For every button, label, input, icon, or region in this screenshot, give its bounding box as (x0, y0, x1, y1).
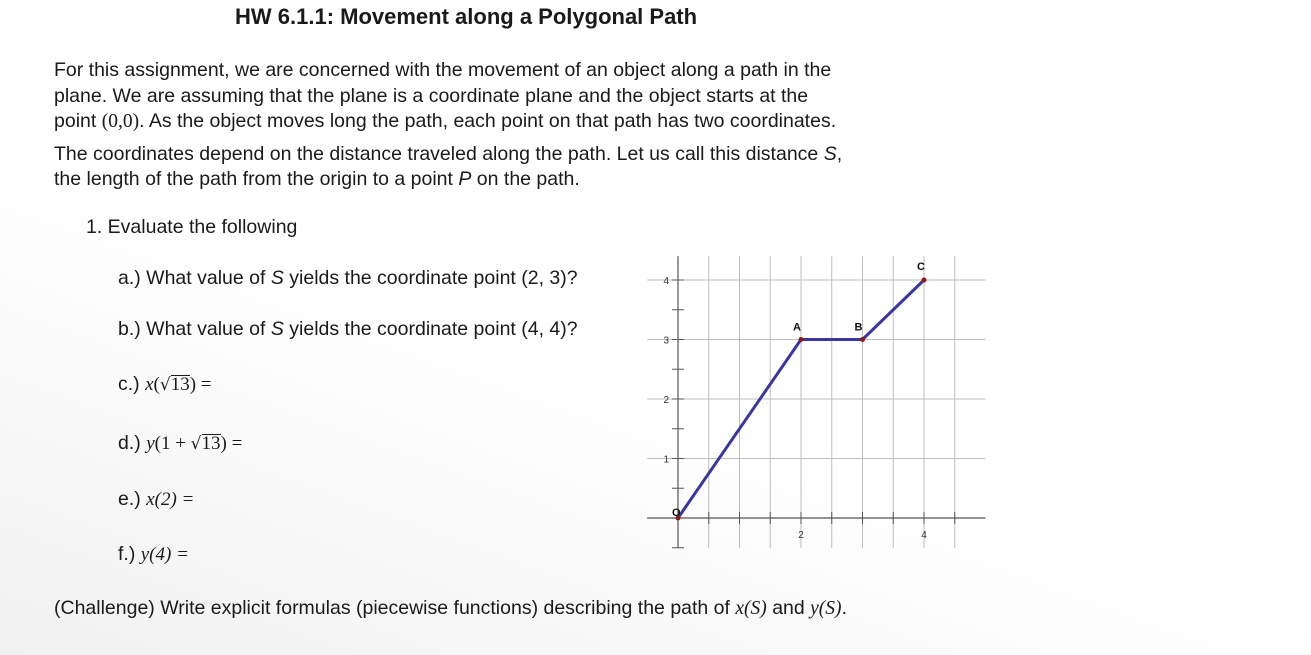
axis-ticks (672, 280, 955, 548)
point-label-c: C (917, 261, 925, 273)
intro-line-3-pre: point (54, 110, 102, 132)
intro-line-3-post: . As the object moves long the path, each point on that path has two coordinates. (139, 110, 837, 132)
point-a (799, 337, 804, 342)
x-tick-label: 2 (798, 530, 804, 541)
origin-coordinates: (0,0) (101, 111, 140, 132)
question-b: b.) What value of S yields the coordinate point (4, 4)? (118, 318, 578, 340)
intro-line-1: For this assignment, we are concerned with the movement of an object along a path in the (54, 59, 832, 81)
point-c (922, 278, 927, 283)
point-label-b: B (854, 321, 863, 334)
x-tick-label: 4 (921, 530, 927, 541)
y-tick-label: 4 (663, 276, 669, 287)
question-f: f.) y(4) = (118, 543, 189, 565)
point-b (860, 337, 865, 342)
axes (647, 256, 985, 548)
distance-variable: S (823, 142, 837, 165)
question-d: d.) y(1 + √13) = (118, 432, 243, 454)
intro-line-4-pre: The coordinates depend on the distance traveled along the path. Let us call this distance (54, 142, 824, 165)
page-title: HW 6.1.1: Movement along a Polygonal Path (235, 4, 698, 29)
question-c: c.) x(√13) = (118, 373, 212, 395)
path-graph (630, 235, 990, 575)
intro-paragraph (54, 58, 954, 193)
challenge-question: (Challenge) Write explicit formulas (piecewise functions) describing the path of x(S) and y(S). (54, 597, 847, 619)
y-tick-label: 2 (663, 395, 669, 406)
question-e: e.) x(2) = (118, 488, 195, 510)
point-label-a: A (793, 321, 801, 334)
question-a: a.) What value of S yields the coordinate point (2, 3)? (118, 267, 578, 289)
intro-line-4-post: , (836, 142, 843, 165)
intro-line-5-pre: the length of the path from the origin to a point (54, 168, 459, 190)
intro-line-2: plane. We are assuming that the plane is a coordinate plane and the object starts at the (54, 84, 809, 107)
point-variable: P (458, 168, 472, 190)
y-tick-label: 3 (663, 335, 669, 347)
intro-line-5-post: on the path. (471, 168, 580, 190)
grid-lines (647, 256, 985, 548)
sqrt-symbol: √ (190, 434, 202, 454)
path-point-labels (672, 261, 925, 519)
point-label-o: O (672, 507, 681, 519)
sqrt-symbol: √ (159, 375, 171, 395)
question-1-heading: 1. Evaluate the following (86, 216, 298, 238)
y-tick-label: 1 (663, 454, 669, 466)
